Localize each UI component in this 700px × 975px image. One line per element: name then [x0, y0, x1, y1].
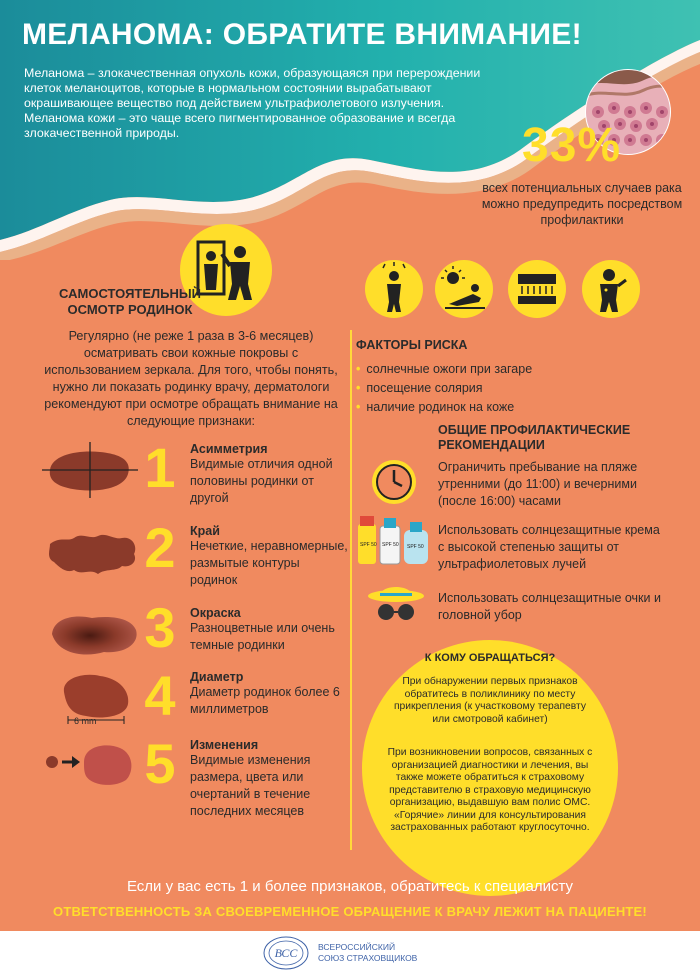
sign-title: Край: [190, 524, 220, 538]
sign-title: Изменения: [190, 738, 259, 752]
footer-advice: Если у вас есть 1 и более признаков, обратитесь к специалисту: [126, 878, 574, 895]
sign-desc: Разноцветные или очень темные родинки: [190, 621, 335, 652]
insurers-union-logo-icon: [262, 935, 310, 971]
sign-desc: Видимые отличия одной половины родинки от другой: [190, 457, 333, 505]
contact-paragraph-2: При возникновении вопросов, связанных с организацией диагностики и лечения, вы также можете обратиться к страховому представителю в страховую медицинскую организацию, выдавшую вам полис ОМС. «Горячие» линии для консультирования застрахованных работают круглосуточно.: [387, 747, 593, 833]
sunscreen-label: SPF 50: [382, 542, 399, 548]
sign-asymmetry: [190, 442, 350, 507]
sign-desc: Нечеткие, неравномерные, размытые контуры родинок: [190, 539, 348, 587]
sign-title: Окраска: [190, 606, 241, 620]
self-exam-text: Регулярно (не реже 1 раза в 3-6 месяцев) осматривать свои кожные покровы с использованием зеркала. Для того, чтобы понять, нужно ли показать родинку врачу, дерматологи рекомендуют при осмотре обращать внимание на следующие признаки:: [44, 329, 338, 428]
sunscreen-label: SPF 50: [407, 544, 424, 550]
sign-desc: Видимые изменения размера, цвета или очертаний в течение последних месяцев: [190, 753, 311, 818]
risk-list: [356, 360, 532, 417]
sign-border: [190, 524, 350, 589]
stat-text: всех потенциальных случаев рака можно предупредить посредством профилактики: [481, 181, 683, 227]
clock-icon: [370, 458, 418, 506]
sign-changes: [190, 738, 350, 820]
sign-number-4: 4: [144, 664, 176, 727]
contact-heading: К КОМУ ОБРАЩАТЬСЯ?: [424, 652, 556, 664]
mole-asymmetry-image: [40, 440, 140, 500]
recommendation-hat-glasses: Использовать солнцезащитные очки и головной убор: [438, 591, 661, 622]
page-title: МЕЛАНОМА: ОБРАТИТЕ ВНИМАНИЕ!: [22, 18, 582, 51]
logo-line-1: ВСЕРОССИЙСКИЙ: [318, 942, 396, 952]
diameter-measure-label: 6 mm: [74, 716, 97, 726]
logo-strip: [0, 931, 700, 975]
logo-line-2: СОЮЗ СТРАХОВЩИКОВ: [318, 953, 418, 963]
self-exam-heading: САМОСТОЯТЕЛЬНЫЙ ОСМОТР РОДИНОК: [59, 286, 201, 317]
sign-color: [190, 606, 350, 654]
sunscreen-label: SPF 50: [360, 542, 377, 548]
intro-text: Меланома – злокачественная опухоль кожи, образующаяся при перерождении клеток меланоцитов, которые в нормальном состоянии вырабатывают окрашивающее вещество под действием ультрафиолетового излучения. Меланома кожи – это чаще всего пигментированное образование и всегда злокачественной природы.: [24, 66, 481, 140]
risk-heading: ФАКТОРЫ РИСКА: [356, 338, 468, 352]
hat-glasses-icon: [366, 580, 426, 624]
moles-person-icon: [582, 260, 640, 318]
mole-color-image: [44, 606, 144, 662]
recommendations-heading: ОБЩИЕ ПРОФИЛАКТИЧЕСКИЕ РЕКОМЕНДАЦИИ: [438, 423, 631, 452]
footer-warning: ОТВЕТСТВЕННОСТЬ ЗА СВОЕВРЕМЕННОЕ ОБРАЩЕНИЕ К ВРАЧУ ЛЕЖИТ НА ПАЦИЕНТЕ!: [53, 904, 647, 919]
sunbathing-icon: [435, 260, 493, 318]
sign-diameter: [190, 670, 350, 718]
sign-title: Диаметр: [190, 670, 244, 684]
sun-burn-person-icon: [365, 260, 423, 318]
sunscreen-icon: [356, 514, 436, 570]
mole-changes-image: [40, 740, 140, 790]
risk-item: • посещение солярия: [356, 379, 532, 398]
recommendation-time: Ограничить пребывание на пляже утренними (до 11:00) и вечерними (после 16:00) часами: [438, 460, 638, 508]
sign-title: Асимметрия: [190, 442, 268, 456]
sign-number-2: 2: [144, 516, 176, 579]
stat-percentage: 33%: [522, 119, 622, 172]
sign-desc: Диаметр родинок более 6 миллиметров: [190, 685, 340, 716]
risk-item: • солнечные ожоги при загаре: [356, 360, 532, 379]
mole-border-image: [44, 528, 144, 580]
column-divider: [350, 330, 352, 850]
contact-paragraph-1: При обнаружении первых признаков обратитесь в поликлинику по месту прикрепления (к участковому терапевту или смотровой кабинет): [393, 676, 587, 725]
solarium-icon: [508, 260, 566, 318]
risk-item: • наличие родинок на коже: [356, 398, 532, 417]
sign-number-5: 5: [144, 732, 176, 795]
recommendation-sunscreen: Использовать солнцезащитные крема с высокой степенью защиты от ультрафиолетовых лучей: [438, 523, 660, 571]
logo-mark: ВСС: [274, 946, 298, 960]
sign-number-3: 3: [144, 596, 176, 659]
sign-number-1: 1: [144, 436, 176, 499]
